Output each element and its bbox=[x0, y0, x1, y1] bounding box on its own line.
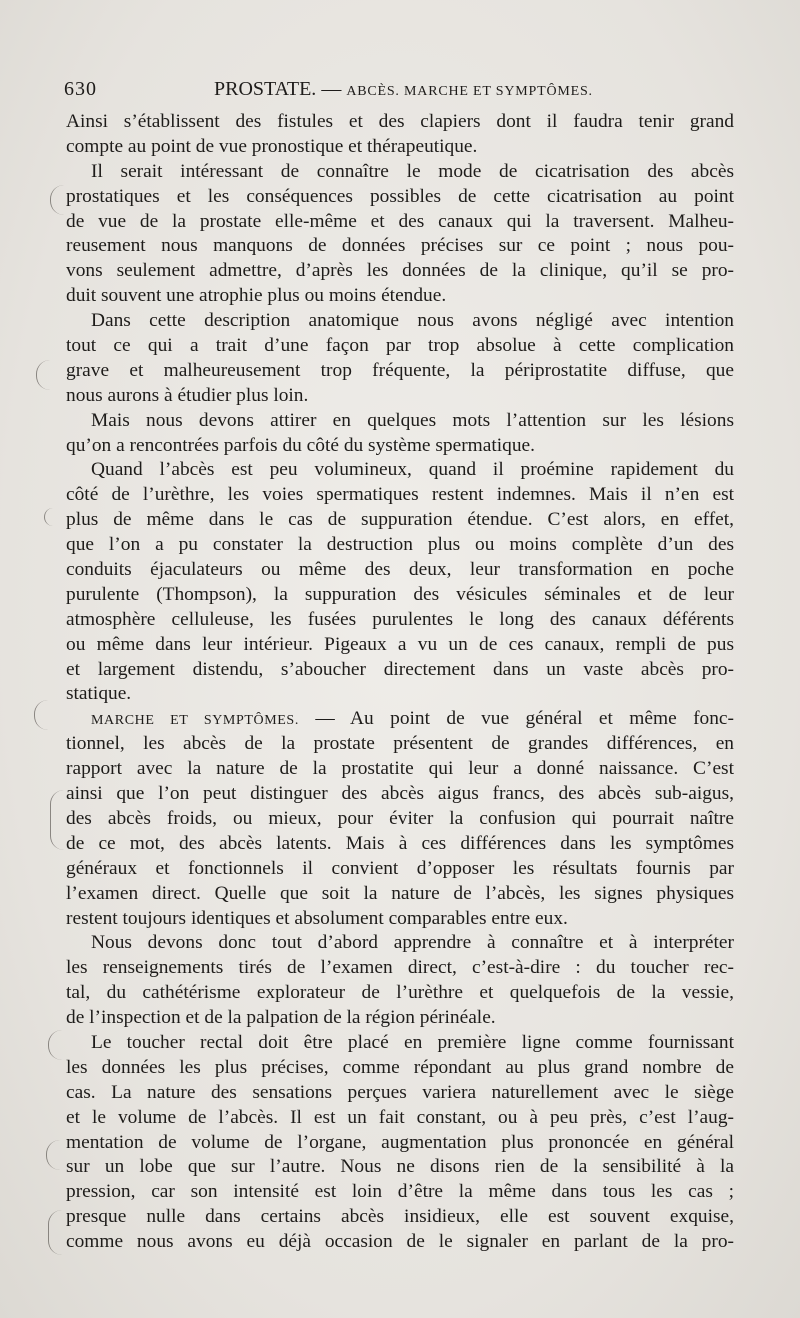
text-line: tionnel, les abcès de la prostate présentent de grandes différences, en bbox=[66, 733, 734, 755]
text-line: statique. bbox=[66, 683, 132, 705]
text-line: sur un lobe que sur l’autre. Nous ne disons rien de la sensibilité à la bbox=[66, 1156, 734, 1178]
text-line: tout ce qui a trait d’une façon par trop absolue à cette complication bbox=[66, 335, 734, 357]
text-line: Dans cette description anatomique nous avons négligé avec intention bbox=[91, 310, 734, 332]
text-line: de l’inspection et de la palpation de la région périnéale. bbox=[66, 1007, 496, 1029]
pencil-mark bbox=[50, 185, 65, 215]
text-line: tal, du cathétérisme explorateur de l’urèthre et quelquefois de la vessie, bbox=[66, 982, 734, 1004]
text-line: qu’on a rencontrées parfois du côté du système spermatique. bbox=[66, 434, 535, 456]
text-line: les données les plus précises, comme répondant au plus grand nombre de bbox=[66, 1056, 734, 1078]
text-line: rapport avec la nature de la prostatite qui leur a donné naissance. C’est bbox=[66, 758, 734, 780]
title-main: PROSTATE. bbox=[214, 78, 317, 100]
text-line: des abcès froids, ou mieux, pour éviter la confusion qui pourrait naître bbox=[66, 807, 734, 829]
pencil-mark bbox=[36, 360, 51, 390]
text-line: de ce mot, des abcès latents. Mais à ces différences dans les symptômes bbox=[66, 832, 734, 854]
text-line: presque nulle dans certains abcès insidieux, elle est souvent exquise, bbox=[66, 1206, 734, 1228]
section-heading-rest: — Au point de vue général et même fonc- bbox=[298, 708, 734, 730]
text-line: les renseignements tirés de l’examen direct, c’est-à-dire : du toucher rec- bbox=[66, 957, 734, 979]
text-line: Nous devons donc tout d’abord apprendre à connaître et à interpréter bbox=[91, 932, 734, 954]
title-dash: — bbox=[321, 78, 342, 100]
text-line: restent toujours identiques et absolument comparables entre eux. bbox=[66, 907, 568, 929]
pencil-mark bbox=[46, 1140, 61, 1170]
text-line: côté de l’urèthre, les voies spermatiques restent indemnes. Mais il n’en est bbox=[66, 484, 734, 506]
pencil-mark bbox=[48, 1210, 63, 1255]
text-line: pression, car son intensité est loin d’être la même dans tous les cas ; bbox=[66, 1181, 734, 1203]
text-line: et le volume de l’abcès. Il est un fait constant, ou à peu près, c’est l’aug- bbox=[66, 1106, 734, 1128]
text-line: généraux et fonctionnels il convient d’opposer les résultats fournis par bbox=[66, 857, 734, 879]
text-line: plus de même dans le cas de suppuration étendue. C’est alors, en effet, bbox=[66, 509, 734, 531]
text-line: et largement distendu, s’aboucher directement dans un vaste abcès pro- bbox=[66, 658, 734, 680]
text-line: duit souvent une atrophie plus ou moins étendue. bbox=[66, 285, 447, 307]
text-line: mentation de volume de l’organe, augmentation plus prononcée en général bbox=[66, 1131, 734, 1153]
text-line: Quand l’abcès est peu volumineux, quand il proémine rapidement du bbox=[91, 459, 734, 481]
text-line: Il serait intéressant de connaître le mode de cicatrisation des abcès bbox=[91, 160, 734, 182]
text-line: compte au point de vue pronostique et thérapeutique. bbox=[66, 135, 478, 157]
text-line: cas. La nature des sensations perçues variera naturellement avec le siège bbox=[66, 1081, 734, 1103]
pencil-mark bbox=[48, 1030, 63, 1060]
text-line: atmosphère celluleuse, les fusées purulentes le long des canaux déférents bbox=[66, 608, 734, 630]
text-line: nous aurons à étudier plus loin. bbox=[66, 384, 309, 406]
body-text bbox=[66, 110, 734, 1255]
text-line: Mais nous devons attirer en quelques mots l’attention sur les lésions bbox=[91, 409, 734, 431]
text-line: comme nous avons eu déjà occasion de le signaler en parlant de la pro- bbox=[66, 1231, 734, 1253]
text-line: conduits éjaculateurs ou même des deux, leur transformation en poche bbox=[66, 559, 734, 581]
running-title bbox=[214, 74, 593, 107]
text-line: prostatiques et les conséquences possibles de cette cicatrisation au point bbox=[66, 185, 734, 207]
section-heading: MARCHE ET SYMPTÔMES. bbox=[91, 713, 299, 729]
page-number: 630 bbox=[64, 78, 97, 100]
text-line: grave et malheureusement trop fréquente, la périprostatite diffuse, que bbox=[66, 359, 734, 381]
text-line: l’examen direct. Quelle que soit la nature de l’abcès, les signes physiques bbox=[66, 882, 734, 904]
text-line: que l’on a pu constater la destruction plus ou moins complète d’un des bbox=[66, 534, 734, 556]
text-line bbox=[66, 707, 734, 732]
running-header bbox=[64, 74, 734, 104]
text-line: de vue de la prostate elle-même et des canaux qui la traversent. Malheu- bbox=[66, 210, 734, 232]
title-section: ABCÈS. MARCHE ET SYMPTÔMES. bbox=[346, 84, 593, 99]
text-line: ainsi que l’on peut distinguer des abcès aigus francs, des abcès sub-aigus, bbox=[66, 783, 734, 805]
text-line: reusement nous manquons de données précises sur ce point ; nous pou- bbox=[66, 235, 734, 257]
text-line: ou même dans leur intérieur. Pigeaux a vu un de ces canaux, rempli de pus bbox=[66, 633, 734, 655]
text-line: Ainsi s’établissent des fistules et des clapiers dont il faudra tenir grand bbox=[66, 111, 734, 132]
pencil-mark bbox=[34, 700, 49, 730]
pencil-mark bbox=[50, 790, 65, 850]
text-line: vons seulement admettre, d’après les données de la clinique, qu’il se pro- bbox=[66, 260, 734, 282]
text-line: Le toucher rectal doit être placé en première ligne comme fournissant bbox=[91, 1031, 734, 1053]
pencil-mark bbox=[44, 508, 59, 526]
text-line: purulente (Thompson), la suppuration des vésicules séminales et de leur bbox=[66, 583, 734, 605]
